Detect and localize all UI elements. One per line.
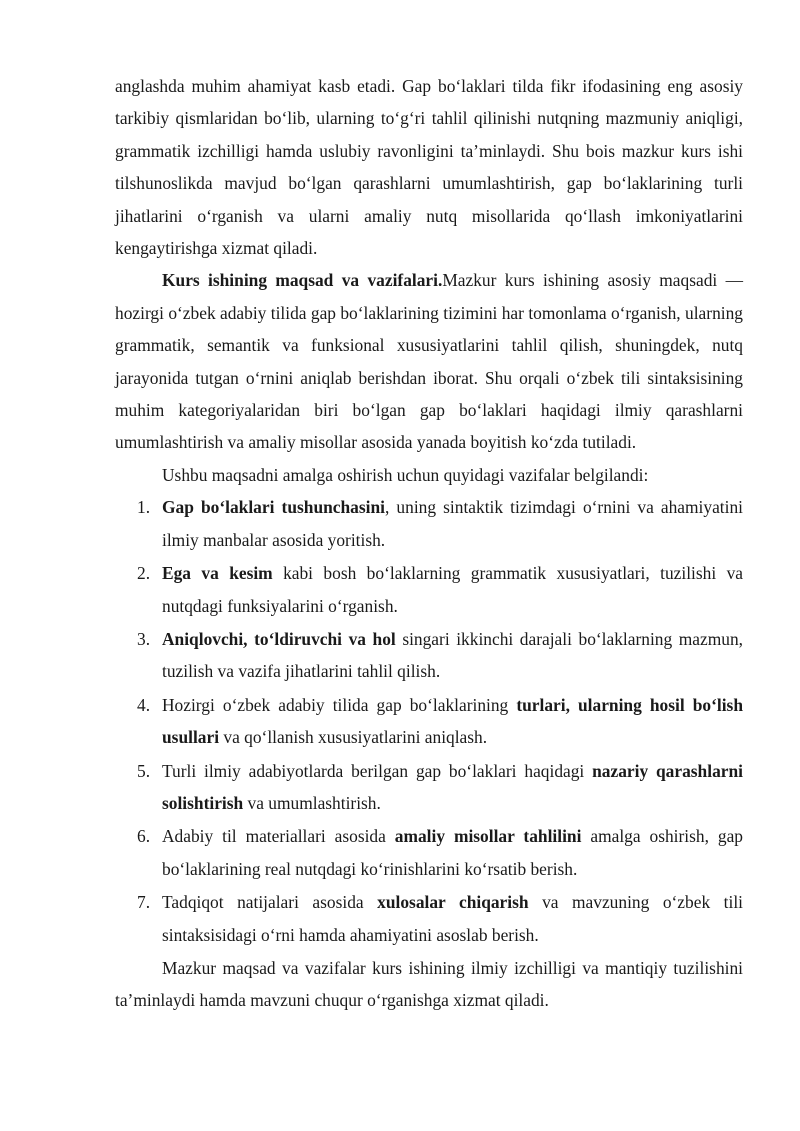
task-item-3	[115, 623, 743, 688]
tasks-intro: Ushbu maqsadni amalga oshirish uchun quyidagi vazifalar belgilandi:	[162, 464, 649, 485]
task-text: Adabiy til materiallari asosida	[162, 826, 395, 847]
task-number: 1.	[137, 497, 151, 518]
task-text: amalga oshirish, gap bo‘laklarining real nutqdagi ko‘rinishlarini ko‘rsatib berish.	[162, 826, 743, 879]
intro-paragraph: anglashda muhim ahamiyat kasb etadi. Gap bo‘laklari tilda fikr ifodasining eng asosiy tarkibiy qismlaridan bo‘lib, ularning to‘g‘ri tahlil qilinishi nutqning mazmuniy aniqligi, grammatik izchilligi hamda uslubiy ravonligini ta’minlaydi. Shu bois mazkur kurs ishi tilshunoslikda mavjud bo‘lgan qarashlarni umumlashtirish, gap bo‘laklarining turli jihatlarini o‘rganish va ularni amaliy nutq misollarida qo‘llash imkoniyatlarini kengaytirishga xizmat qiladi.	[115, 76, 743, 259]
task-bold-text: amaliy misollar tahlilini	[394, 826, 582, 847]
task-text: Turli ilmiy adabiyotlarda berilgan gap bo‘laklari haqidagi	[162, 760, 593, 781]
task-item-7	[115, 886, 743, 951]
task-item-4	[115, 689, 743, 754]
tasks-list	[115, 491, 743, 951]
task-bold-text: nazariy qarashlarni solishtirish	[162, 760, 743, 813]
goal-heading: Kurs ishining maqsad va vazifalari.	[162, 270, 443, 291]
goal-text: Mazkur kurs ishining asosiy maqsadi — hozirgi o‘zbek adabiy tilida gap bo‘laklarining tizimini har tomonlama o‘rganish, ularning grammatik, semantik va funksional xususiyatlarini tahlil qilish, shuningdek, nutq jarayonida tutgan o‘rnini aniqlab berishdan iborat. Shu orqali o‘zbek tili sintaksisining muhim kategoriyalaridan biri bo‘lgan gap bo‘laklari haqidagi ilmiy qarashlarni umumlashtirish va amaliy misollar asosida yanada boyitish ko‘zda tutiladi.	[115, 270, 743, 453]
task-number: 4.	[137, 694, 151, 715]
task-text: kabi bosh bo‘laklarning grammatik xususiyatlari, tuzilishi va nutqdagi funksiyalarini o‘rganish.	[162, 563, 743, 616]
task-text: singari ikkinchi darajali bo‘laklarning mazmun, tuzilish va vazifa jihatlarini tahlil qilish.	[162, 628, 743, 682]
task-text: Hozirgi o‘zbek adabiy tilida gap bo‘laklarining	[162, 694, 517, 715]
task-bold-text: turlari, ularning hosil bo‘lish usullari	[162, 694, 743, 748]
task-item-2	[115, 557, 743, 622]
task-item-5	[115, 755, 743, 820]
task-text: va qo‘llanish xususiyatlarini aniqlash.	[219, 727, 488, 748]
task-bold-text: xulosalar chiqarish	[377, 892, 529, 913]
conclusion-paragraph: Mazkur maqsad va vazifalar kurs ishining ilmiy izchilligi va mantiqiy tuzilishini ta’minlaydi hamda mavzuni chuqur o‘rganishga xizmat qiladi.	[115, 957, 743, 1011]
task-item-6	[115, 820, 743, 885]
goal-paragraph	[115, 264, 743, 458]
task-text: va umumlashtirish.	[243, 792, 381, 813]
task-item-1	[115, 491, 743, 556]
task-number: 7.	[137, 892, 151, 913]
task-number: 2.	[137, 563, 151, 584]
task-bold-text: Aniqlovchi, to‘ldiruvchi va hol	[162, 628, 396, 649]
task-text: Tadqiqot natijalari asosida	[162, 892, 378, 913]
task-number: 5.	[137, 760, 151, 781]
task-bold-text: Gap bo‘laklari tushunchasini	[162, 497, 385, 518]
task-text: va mavzuning o‘zbek tili sintaksisidagi o‘rni hamda ahamiyatini asoslab berish.	[162, 892, 743, 945]
task-number: 6.	[137, 826, 151, 847]
document-page	[115, 70, 743, 1017]
task-bold-text: Ega va kesim	[162, 563, 273, 584]
task-text: , uning sintaktik tizimdagi o‘rnini va ahamiyatini ilmiy manbalar asosida yoritish.	[162, 497, 743, 550]
task-number: 3.	[137, 628, 151, 649]
